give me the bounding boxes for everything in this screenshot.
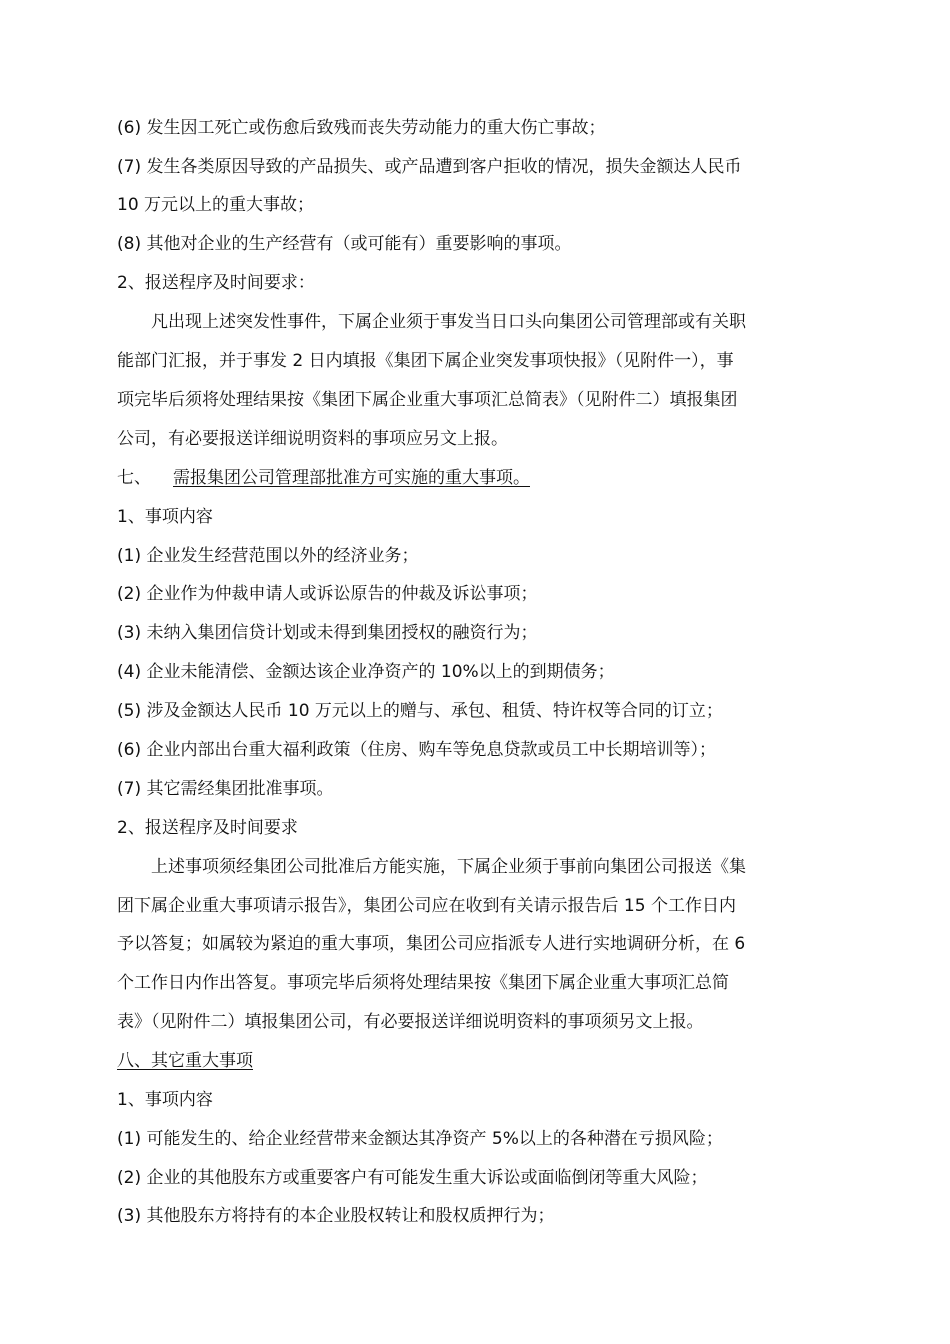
list-item: (3) 未纳入集团信贷计划或未得到集团授权的融资行为； — [117, 623, 538, 643]
list-item: (1) 企业发生经营范围以外的经济业务； — [117, 546, 419, 566]
section-heading-seven — [117, 466, 530, 490]
list-item: (2) 企业作为仲裁申请人或诉讼原告的仲裁及诉讼事项； — [117, 584, 538, 604]
list-item: (4) 企业未能清偿、金额达该企业净资产的 10%以上的到期债务； — [117, 662, 615, 682]
list-item: (5) 涉及金额达人民币 10 万元以上的赠与、承包、租赁、特许权等合同的订立； — [117, 701, 723, 721]
list-item: (2) 企业的其他股东方或重要客户有可能发生重大诉讼或面临倒闭等重大风险； — [117, 1168, 708, 1188]
paragraph-line: 予以答复；如属较为紧迫的重大事项，集团公司应指派专人进行实地调研分析，在 6 — [117, 934, 746, 954]
section-heading: 2、报送程序及时间要求： — [117, 273, 315, 293]
list-item: (7) 其它需经集团批准事项。 — [117, 779, 334, 799]
list-item: (6) 企业内部出台重大福利政策（住房、购车等免息贷款或员工中长期培训等）； — [117, 740, 716, 760]
paragraph-line: 项完毕后须将处理结果按《集团下属企业重大事项汇总简表》（见附件二）填报集团 — [117, 390, 738, 410]
list-item: (8) 其他对企业的生产经营有（或可能有）重要影响的事项。 — [117, 234, 572, 254]
paragraph-line: 10 万元以上的重大事故； — [117, 195, 315, 215]
paragraph-line: 上述事项须经集团公司批准后方能实施，下属企业须于事前向集团公司报送《集 — [151, 857, 746, 877]
list-item: (6) 发生因工死亡或伤愈后致残而丧失劳动能力的重大伤亡事故； — [117, 118, 606, 138]
paragraph-line: 团下属企业重大事项请示报告》，集团公司应在收到有关请示报告后 15 个工作日内 — [117, 896, 736, 916]
heading-number: 七、 — [117, 468, 151, 488]
list-item: (1) 可能发生的、给企业经营带来金额达其净资产 5%以上的各种潜在亏损风险； — [117, 1129, 723, 1149]
paragraph-line: 能部门汇报，并于事发 2 日内填报《集团下属企业突发事项快报》（见附件一），事 — [117, 351, 734, 371]
paragraph-line: 公司，有必要报送详细说明资料的事项应另文上报。 — [117, 429, 508, 449]
paragraph-line: 凡出现上述突发性事件，下属企业须于事发当日口头向集团公司管理部或有关职 — [151, 312, 746, 332]
section-heading-eight: 八、其它重大事项 — [117, 1051, 253, 1071]
section-heading: 2、报送程序及时间要求 — [117, 818, 298, 838]
paragraph-line: 个工作日内作出答复。事项完毕后须将处理结果按《集团下属企业重大事项汇总简 — [117, 973, 729, 993]
heading-text: 需报集团公司管理部批准方可实施的重大事项。 — [173, 468, 530, 488]
section-heading: 1、事项内容 — [117, 1090, 213, 1110]
list-item: (7) 发生各类原因导致的产品损失、或产品遭到客户拒收的情况，损失金额达人民币 — [117, 157, 742, 177]
list-item: (3) 其他股东方将持有的本企业股权转让和股权质押行为； — [117, 1206, 555, 1226]
paragraph-line: 表》（见附件二）填报集团公司，有必要报送详细说明资料的事项须另文上报。 — [117, 1012, 704, 1032]
section-heading: 1、事项内容 — [117, 507, 213, 527]
